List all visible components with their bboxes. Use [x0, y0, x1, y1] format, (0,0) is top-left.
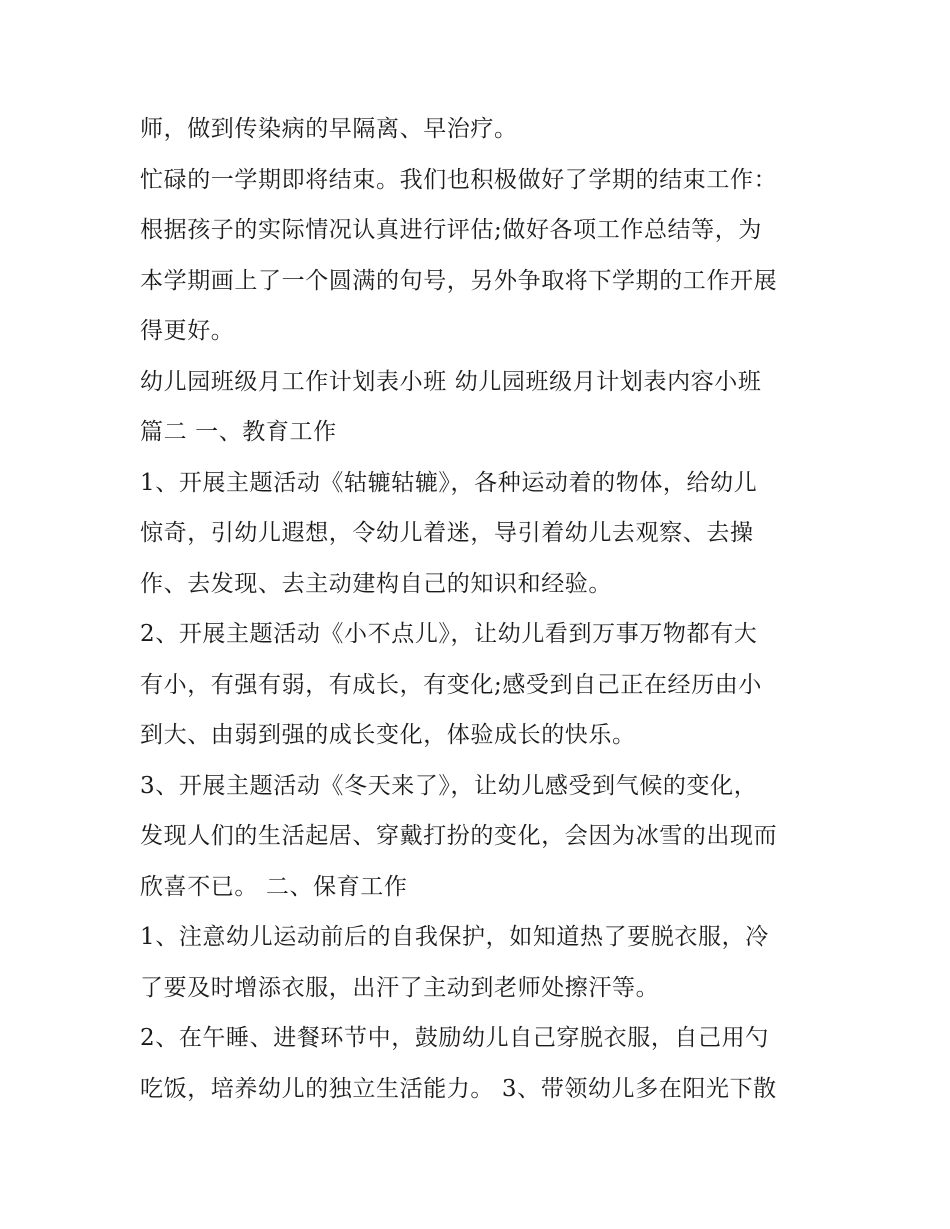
- text-line: 发现人们的生活起居、穿戴打扮的变化，会因为冰雪的出现而: [140, 823, 778, 849]
- text-line: 2、开展主题活动《小不点儿》，让幼儿看到万事万物都有大: [140, 621, 758, 647]
- text-line: 了要及时增添衣服，出汗了主动到老师处擦汗等。: [140, 974, 660, 1001]
- text-line: 到大、由弱到强的成长变化，体验成长的快乐。: [140, 722, 636, 748]
- text-line: 有小，有强有弱，有成长，有变化;感受到自己正在经历由小: [140, 671, 762, 698]
- text-line: 欣喜不已。 二、保育工作: [140, 873, 408, 900]
- text-line: 惊奇，引幼儿遐想，令幼儿着迷，导引着幼儿去观察、去操: [140, 520, 754, 546]
- text-line: 得更好。: [140, 318, 235, 344]
- text-line: 2、在午睡、进餐环节中，鼓励幼儿自己穿脱衣服，自己用勺: [140, 1025, 769, 1051]
- text-line: 吃饭，培养幼儿的独立生活能力。 3、带领幼儿多在阳光下散: [140, 1075, 777, 1102]
- section-heading: 篇二 一、教育工作: [140, 419, 337, 445]
- document-body: [140, 104, 820, 1114]
- text-line: 3、开展主题活动《冬天来了》，让幼儿感受到气候的变化，: [140, 772, 758, 799]
- text-line: 师，做到传染病的早隔离、早治疗。: [140, 116, 518, 142]
- text-line: 本学期画上了一个圆满的句号，另外争取将下学期的工作开展: [140, 267, 778, 294]
- text-line: 忙碌的一学期即将结束。我们也积极做好了学期的结束工作：: [140, 166, 778, 193]
- text-line: 1、开展主题活动《轱辘轱辘》，各种运动着的物体，给幼儿: [140, 469, 758, 496]
- text-line: 1、注意幼儿运动前后的自我保护，如知道热了要脱衣服，冷: [140, 924, 769, 950]
- text-line: 作、去发现、去主动建构自己的知识和经验。: [140, 570, 612, 597]
- text-line: 根据孩子的实际情况认真进行评估;做好各项工作总结等，为: [140, 217, 762, 243]
- heading-line: 幼儿园班级月工作计划表小班 幼儿园班级月计划表内容小班: [140, 368, 762, 395]
